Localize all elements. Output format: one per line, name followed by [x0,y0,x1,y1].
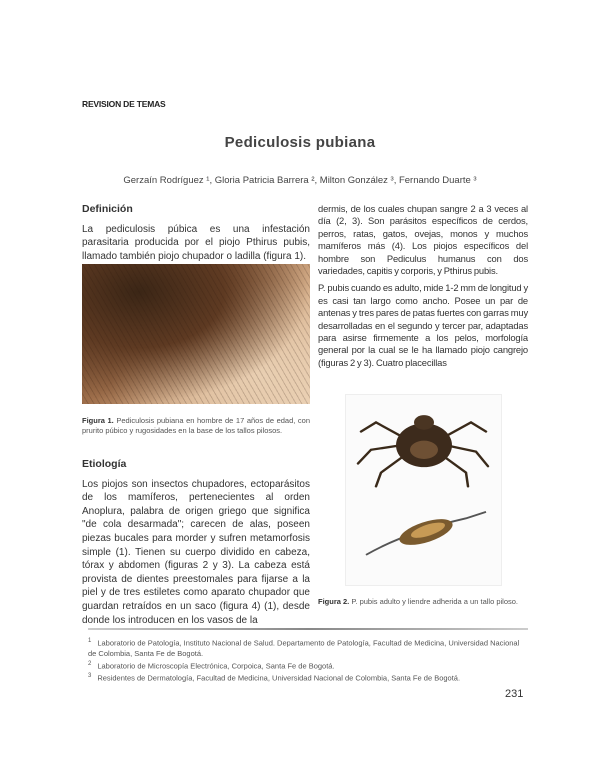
figure-1-label: Figura 1. [82,416,114,425]
figure-1-caption [82,416,310,436]
authors: Gerzaín Rodríguez ¹, Gloria Patricia Barrera ², Milton González ³, Fernando Duarte ³ [123,175,477,186]
page-number: 231 [505,688,524,700]
footnote-1 [88,636,528,659]
heading-etiologia: Etiología [82,458,127,470]
footnote-mark: 1 [88,638,92,644]
left-column-bottom [82,458,310,634]
left-column-top [82,203,310,270]
figure-2-caption-text: P. pubis adulto y liendre adherida a un tallo piloso. [351,597,519,606]
figure-1-caption-text: Pediculosis pubiana en hombre de 17 años de edad, con prurito púbico y rugosidades en la base de los tallos pilosos. [82,416,310,435]
paragraph-right-2: P. pubis cuando es adulto, mide 1-2 mm de longitud y es casi tan largo como ancho. Posee un par de antenas y tres pares de patas fuertes con garras muy desarrolladas en el segundo y tercer par, adaptadas para asirse firmemente a los pelos, morfología general por la cual se le ha llamado piojo cangrejo (figuras 2 y 3). Cuatro placecillas [318,282,528,368]
footnote-mark: 3 [88,673,92,679]
footnote-mark: 2 [88,661,92,667]
footnote-3 [88,671,528,684]
louse-and-nit-illustration [346,395,501,585]
paragraph-definicion: La pediculosis púbica es una infestación parasitaria producida por el piojo Pthirus pubis, llamado también piojo chupador o ladilla (figura 1). [82,223,310,262]
figure-2-label: Figura 2. [318,597,350,606]
paragraph-etiologia: Los piojos son insectos chupadores, ectoparásitos de los mamíferos, pertenecientes al orden Anoplura, palabra de origen griego que significa "de cola desarmada"; carecen de alas, poseen piezas bucales para morder y sufren metamorfosis simple (1). Tienen su cuerpo dividido en cabeza, tórax y abdomen (figuras 2 y 3). La cabeza está provista de dientes preestomales para fijarse a la piel y de tres estiletes como aparato chupador que guardan retraídos en un saco (figura 4) (1), desde donde los introducen en los vasos de la [82,478,310,626]
right-column [318,203,528,374]
footnote-text: Laboratorio de Patología, Instituto Nacional de Salud. Departamento de Patología, Facultad de Medicina, Universidad Nacional de Colombia, Santa Fe de Bogotá. [88,638,520,658]
footnote-text: Residentes de Dermatología, Facultad de Medicina, Universidad Nacional de Colombia, Santa Fe de Bogotá. [97,673,461,683]
figure-1-photo [82,264,310,404]
paragraph-right-1: dermis, de los cuales chupan sangre 2 a 3 veces al día (2, 3). Son parásitos específicos de cerdos, perros, ratas, gatos, ovejas, monos y muchos mamíferos más (4). Los piojos específicos del hombre son Pediculus humanus con dos variedades, capitis y corporis, y Pthirus pubis. [318,203,528,277]
figure-2-photo [345,394,502,586]
figure-2-caption [318,597,530,607]
footnote-2 [88,659,528,672]
footnote-text: Laboratorio de Microscopía Electrónica, Corpoica, Santa Fe de Bogotá. [97,661,335,671]
footnote-divider [88,628,528,630]
article-title: Pediculosis pubiana [224,134,376,151]
section-label: REVISION DE TEMAS [82,99,166,109]
heading-definicion: Definición [82,203,133,215]
